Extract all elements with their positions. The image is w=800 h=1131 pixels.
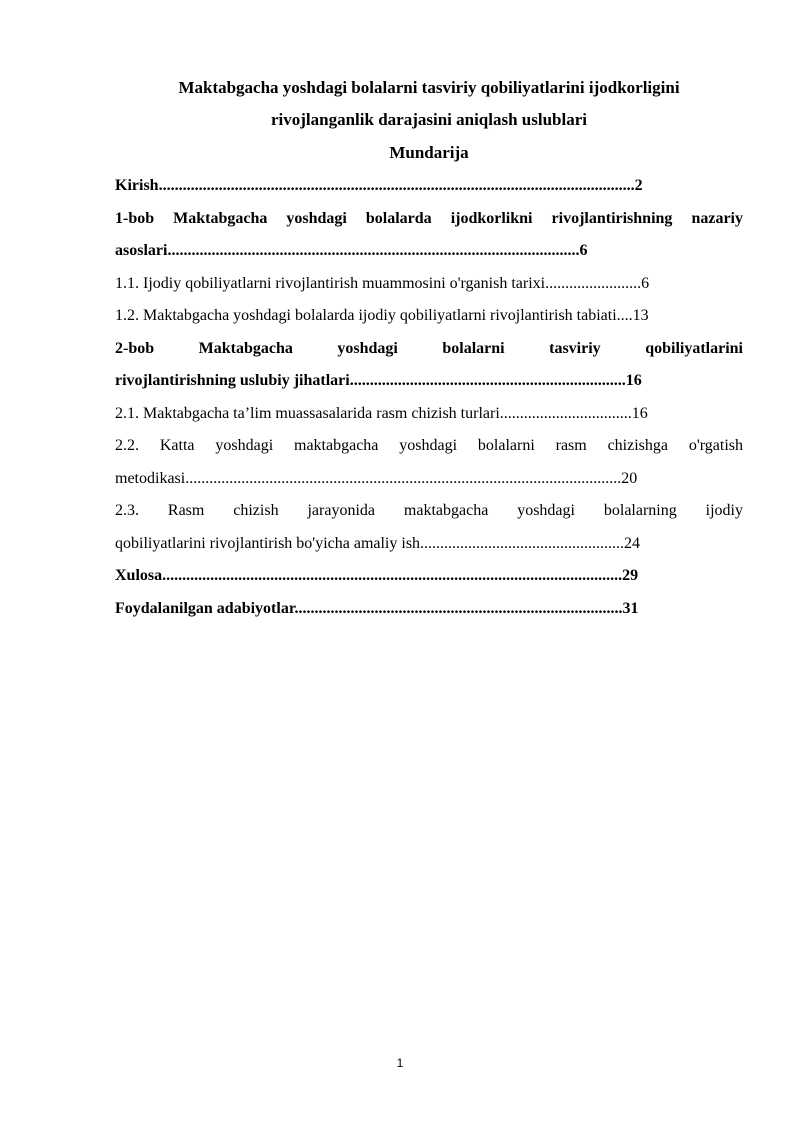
document-title-line-1: Maktabgacha yoshdagi bolalarni tasviriy qobiliyatlarini ijodkorligini — [178, 78, 680, 97]
toc-entry-section-1-2: 1.2. Maktabgacha yoshdagi bolalarda ijodiy qobiliyatlarni rivojlantirish tabiati....13 — [115, 307, 649, 324]
toc-entry-chapter-1-line-2: asoslari.......................................................................................................6 — [115, 242, 588, 259]
toc-heading: Mundarija — [389, 143, 469, 162]
toc-entry-section-2-2-line-2: metodikasi.............................................................................................................20 — [115, 469, 638, 487]
toc-entry-kirish: Kirish.......................................................................................................................2 — [115, 177, 643, 194]
toc-entry-section-1-1: 1.1. Ijodiy qobiliyatlarni rivojlantirish muammosini o'rganish tarixi........................6 — [115, 274, 650, 292]
toc-entry-adabiyotlar: Foydalanilgan adabiyotlar..................................................................................31 — [115, 599, 639, 617]
page-number: 1 — [396, 1056, 404, 1070]
toc-entry-chapter-2-line-1: 2-bob Maktabgacha yoshdagi bolalarni tasviriy qobiliyatlarini — [115, 339, 743, 357]
document-title-line-2: rivojlanganlik darajasini aniqlash uslublari — [270, 110, 587, 129]
toc-entry-section-2-2-line-1: 2.2. Katta yoshdagi maktabgacha yoshdagi bolalarni rasm chizishga o'rgatish — [115, 437, 743, 454]
toc-entry-section-2-3-line-2: qobiliyatlarini rivojlantirish bo'yicha amaliy ish...................................................24 — [115, 534, 641, 552]
toc-entry-section-2-1: 2.1. Maktabgacha ta’lim muassasalarida rasm chizish turlari.................................16 — [115, 404, 648, 422]
toc-entry-chapter-2-line-2: rivojlantirishning uslubiy jihatlari.....................................................................16 — [115, 372, 642, 389]
toc-entry-chapter-1-line-1: 1-bob Maktabgacha yoshdagi bolalarda ijodkorlikni rivojlantirishning nazariy — [115, 209, 743, 227]
toc-entry-xulosa: Xulosa...................................................................................................................29 — [115, 567, 639, 584]
table-of-contents — [115, 170, 743, 625]
toc-entry-section-2-3-line-1: 2.3. Rasm chizish jarayonida maktabgacha yoshdagi bolalarning ijodiy — [115, 502, 743, 519]
